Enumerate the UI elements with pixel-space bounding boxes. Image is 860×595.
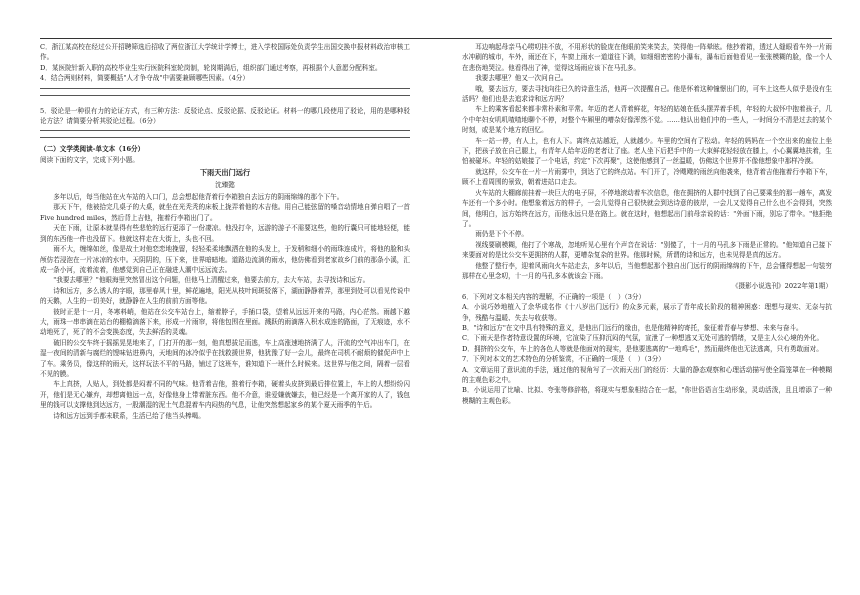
question-6: 6．下列对文本相关内容的理解，不正确的一项是（ ）（3分）: [462, 292, 646, 301]
right-column: [462, 36, 832, 406]
story-paragraph: 多年以后，每当他站在火车站的入口门，总会想起他背着行李箱独自去远方的阴雨绵绵的那个下午。: [53, 193, 344, 202]
story-author: 沈臻懿: [215, 180, 235, 189]
story-source: 《摄影小说选刊》2022年第1期）: [731, 282, 832, 291]
story-paragraph: 我要去哪里？他又一次问自己。: [475, 74, 568, 83]
story-paragraph: 雨不大，缠绵如丝，像是故土对他恋恋地挽留，轻轻柔柔地飘洒在他的头发上，于发稍和细小的雨珠连成片，将他的脸和头颅仿若浸泡在一片冰凉的水中。天阴阴的，压下来，世界暗暗地。道路边流淌的雨水，他仿佛看到老家故乡门前的那条小溪，汇成一条小河，流着流着，他感觉到自己正在融进人潮中远远流去。: [40, 245, 410, 274]
question-4: 4．结合两则材料，简要概括"人才争夺战"中需要兼顾哪些因素。（4分）: [40, 74, 249, 83]
story-paragraph: 天在下雨，让原本就显得有些悲怆的远行更添了一份凄凉。他没打伞，远游的游子不需要这些，他的行囊只可能地轻便，能到的东西他一件也没留下。他就这样走在大街上，头也不回。: [40, 224, 410, 243]
answer-line: [40, 88, 410, 89]
story-paragraph: 耳边响起母亲马心唠叨挂不放，不用形状的脸庞在他眼前笑来笑去，笑得他一阵晕眩。他抄着箱，透过人缝眼看车外一片雨水冲刷的城市，车外，雨还在下，车窗上雨水一道道往下淌，如细细密密的小瀑布，瀑布后面他看见一张张模糊的脸，像一个人在悲伤地哭泣。他看得出了神，觉得这场雨应该下在马孔多。: [462, 43, 832, 72]
left-column: [40, 36, 410, 421]
question-option-d: D．某医院针新入职的高校毕业生实行医院科室轮岗制，轮岗期满后，组织部门通过考察，再根据个人意愿分配科室。: [40, 63, 382, 72]
story-paragraph: 车上真挤，人贴人，到处都是闷着不同的气味。他背着吉他，推着行李箱，硬着头皮挤到最后排位置上，车上的人想纷纷闪开，他们是无心嫌弃，却想离他远一点，好像他身上带着脏东西。他不介意，谁爱嫌就嫌去，他已经是一个离开家的人了，钱包里的钱可以支撑他到达远方，一股潮湿的泥土气息混着车内闷热的气息，让他突然想起家乡的某个夏天雨季的午后。: [40, 380, 410, 410]
question-6-option-d: D．拥挤的公交车，车上的各色人等就是他面对的现实，是他要逃离的"一地鸡毛"，然而最终他也无法逃离，只有勇敢面对。: [462, 344, 823, 353]
story-paragraph: 车上的乘客看起来都非常朴素和平常。年迈的老人背着鲜花，年轻的姑娘在低头摆弄着手机，年轻的大叔怀中抱着孩子，几个中年妇女叽叽喳喳地聊个不停，对整个车厢里的嘈杂好像浑然不觉。……他认出他们中的一些人，一时间分不清是过去的某个时刻，或是某个地方的回忆。: [462, 105, 832, 135]
question-7: 7．下列对本文的艺术特色的分析鉴赏，不正确的一项是（ ）（3分）: [462, 355, 665, 364]
answer-line: [40, 95, 410, 96]
story-paragraph: 那天下午，他被拾完几桌子的大桌，就坐在光秃秃的床板上拢弄着他的木吉他。用自己能弦留的嗓音动情地自弹自唱了一首 Five hundred miles，然后背上吉他，拖着行李箱出门了。: [40, 203, 410, 222]
story-paragraph: 破旧的公交车终于摇摇晃晃地来了，门打开的那一刻，他真想拔足而逃，车上高涨速地挤满了人，汗流的空气冲出车门，在湿一夜间的清新与腐烂的馊味钻进鼻内，天地间的冰冷似乎在找救援世界，他犹豫了好一会儿，最终在司机不耐烦的催促声中上了车。乘务员，像这样的雨天，这样玩法不平的马路，铺过了这班车，谁知道下一班什么时候来。这世界与他之间，隔着一层看不见的膜。: [40, 338, 410, 378]
answer-line: [40, 130, 410, 131]
question-6-option-a: A．小说巧妙地植入了余华成名作《十八岁出门远行》的众多元素，展示了青年成长阶段的精神困惑：理想与现实、无奈与抗争，残酷与温暖、失去与收获等。: [462, 303, 832, 322]
story-paragraph: 火车站的大棚廊前挂着一块巨大的电子屏，不停地滚动着车次信息，他在拥挤的人群中找到了自己要乘坐的那一趟车，离发车还有一个多小时。他想象着远方的样子，一会儿觉得自己很快就会到达诗意的彼岸，一会儿又觉得自己什么也不会得到，突然间，他明白，远方始终在远方，而他永远只是在路上。就在这时，他想起出门前母亲说的话："外面下雨，别忘了带伞。"他拒绝了。: [462, 188, 832, 228]
story-title: 下雨天出门远行: [199, 168, 251, 178]
question-7-option-b: B．小说运用了比喻、比拟、夸张等修辞格，将现实与想象相结合在一起，"你世俗语言生动形象，灵动活泼，且且增添了一种模糊的主观色彩。: [462, 386, 832, 405]
story-paragraph: "我要去哪里？"他眼海里突然冒出这个问题，但他马上清醒过来，他要去前方，去大车站，去寻找诗和远方。: [53, 276, 370, 285]
story-paragraph: 就这样，公交车在一片一片雨雾中，到达了它的终点站。车门开了，冷飕飕的雨丝向他袭来，他背着吉他拖着行李箱下车，顾不上看周围的景致，朝着进站口走去。: [462, 167, 832, 187]
story-paragraph: 彼时正是十一月，冬寒料峭，他站在公交车站台上，缩着脖子，手插口袋，望着从远远开来的马路，内心茫然。雨越下越大，雨珠一串串滴在站台的棚檐滴落下来，形成一片雨帘，将他包围在里面。溅跃的雨滴落入积水成连的路面，了无痕迹，水不动地死了，死了的不会变换态度，失去鲜活的灵魂。: [40, 307, 410, 337]
section-heading: （二）文学类阅读-单文本（16分）: [40, 145, 145, 154]
answer-line: [40, 137, 410, 138]
instruction: 阅读下面的文字，完成下列小题。: [40, 155, 139, 164]
story-paragraph: 他整了整行李，迎着风雨向火车站走去，多年以后，当他想起那个独自出门远行的阴雨绵绵的下午，总会懂得想起一句装穷那样在心里念叨，十一月的马孔多本就该会下雨。: [462, 261, 832, 280]
story-paragraph: 视线要刷模糊，他打了个寒战，忽地听见心里有个声音在说话："别傻了，十一月的马孔多下雨是正常的。"他知道自己接下来要面对的是比公交车更拥挤的人群，更嘈杂复杂的世界。他那时候，所谓的诗和远方，也未见得是真的远方。: [462, 240, 832, 260]
question-5: 5．驳论是一种很有力的论证方式，有三种方法：反驳论点、反驳论据、反驳论证。材料一的哪几段使用了驳论，用的是哪种驳论方法？请简要分析其驳论过程。（6分）: [40, 106, 410, 126]
question-7-option-a: A．文章运用了意识流的手法，通过他的视角写了一次雨天出门的经历：大量的静态观察和心理活动描写使全篇笼罩在一种模糊的主观色彩之中。: [462, 365, 832, 384]
story-paragraph: 车一站一停，有人上，也有人下。离终点站越近，人就越少。车里的空间有了松动。年轻的妈妈在一个空出来的座位上坐下，把孩子放在自己腿上，有青年人给年迈的老者让了座。老人坐下后把手中的一大束鲜花轻轻放在膝上，小心翼翼地扶着，生怕被碰坏。年轻的姑娘接了一个电话，约定"下次再聚"，这使他感到了一丝温暖，仿佛这个世界并不像他想象中那样冷漠。: [462, 136, 832, 166]
story-paragraph: 雨仍是下个不停。: [475, 230, 528, 239]
question-6-option-c: C．下雨天是作者特意设置的环境，它渲染了压抑沉闷的气氛，宣泄了一种想逃又无处可逃的情绪，又是主人公心境的外化。: [462, 334, 824, 343]
story-paragraph: 诗和远方，多么诱人的字眼，那里春风十里，鲜花遍地，阳光从枝叶间斑驳落下，湖面静静着弄，那里到处可以看见传说中的天鹅，人生的一切美好，就静静在人生的前前方面等他。: [40, 286, 410, 306]
question-6-option-b: B．"诗和远方"在文中具有特殊的意义，是他出门远行的缘由，也是他精神的寄托，象征着青春与梦想、未来与奋斗。: [462, 323, 803, 332]
question-option-c: C．浙江某高校在经过公开招聘筛选后招收了两位浙江大学统计学博士，进入学校国际处负责学生出国交换申报材料政治审核工作。: [40, 43, 410, 62]
story-paragraph: 诗和远方远到手都未联系，生活已给了他当头棒喝。: [53, 411, 205, 420]
story-paragraph: 哦，要去远方，要去寻找向往已久的诗意生活，他再一次提醒自己。他是怀着这种憧憬出门的，可车上这些人似乎是没有生活吗？他们也是去追求诗和远方吗？: [462, 84, 832, 104]
